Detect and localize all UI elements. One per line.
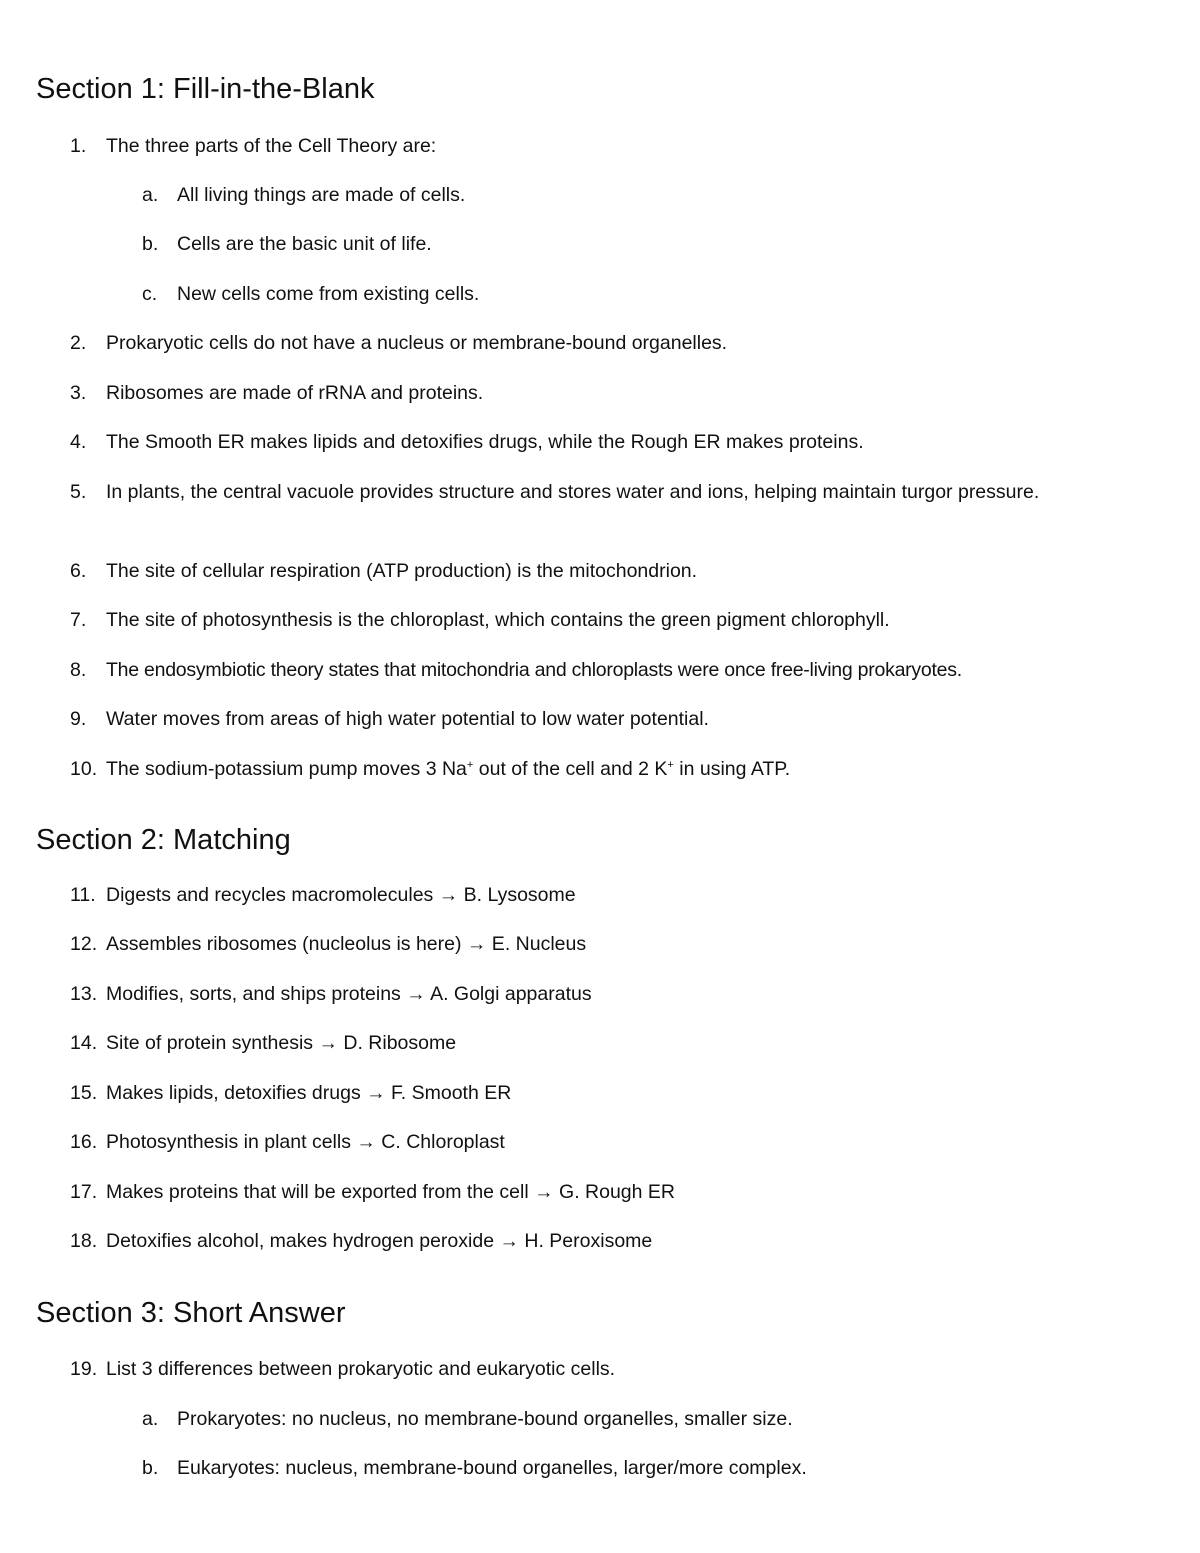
item-text: Prokaryotes: no nucleus, no membrane-bound organelles, smaller size. [177, 1408, 793, 1430]
item-text: The site of photosynthesis is the chloroplast, which contains the green pigment chlorophyll. [106, 609, 890, 631]
question-14 [70, 1029, 1150, 1058]
question-1 [70, 132, 1150, 161]
item-text: The endosymbiotic theory states that mitochondria and chloroplasts were once free-living prokaryotes. [106, 659, 962, 681]
question-19-answer-a [142, 1405, 1142, 1434]
item-text: Water moves from areas of high water potential to low water potential. [106, 708, 709, 730]
item-number: 3. [70, 382, 87, 404]
item-text: The site of cellular respiration (ATP production) is the mitochondrion. [106, 560, 698, 582]
item-text: Photosynthesis in plant cells → C. Chloroplast [106, 1131, 505, 1153]
item-text: All living things are made of cells. [177, 184, 466, 206]
item-letter: c. [142, 283, 158, 305]
item-number: 4. [70, 431, 87, 453]
item-letter: a. [142, 1408, 159, 1430]
question-18 [70, 1227, 1150, 1256]
item-number: 1. [70, 135, 87, 157]
item-letter: b. [142, 233, 159, 255]
item-text: Site of protein synthesis → D. Ribosome [106, 1032, 457, 1054]
item-number: 16. [70, 1131, 98, 1153]
question-10 [70, 755, 1150, 784]
item-number: 10. [70, 758, 98, 780]
item-text: The Smooth ER makes lipids and detoxifies drugs, while the Rough ER makes proteins. [106, 431, 864, 453]
item-number: 17. [70, 1181, 98, 1203]
item-number: 19. [70, 1358, 98, 1380]
section-2-heading: Section 2: Matching [36, 824, 291, 856]
item-text: The sodium-potassium pump moves 3 Na+ out of the cell and 2 K+ in using ATP. [106, 758, 791, 780]
item-text: Digests and recycles macromolecules → B. Lysosome [106, 884, 576, 906]
question-2 [70, 329, 1150, 358]
item-text: Modifies, sorts, and ships proteins → A. Golgi apparatus [106, 983, 592, 1005]
section-1-heading: Section 1: Fill-in-the-Blank [36, 73, 375, 105]
item-number: 6. [70, 560, 87, 582]
question-9 [70, 705, 1150, 734]
item-number: 7. [70, 609, 87, 631]
item-number: 14. [70, 1032, 98, 1054]
question-1-answer-a [142, 181, 1142, 210]
item-number: 18. [70, 1230, 98, 1252]
item-number: 2. [70, 332, 87, 354]
item-text: List 3 differences between prokaryotic and eukaryotic cells. [106, 1358, 616, 1380]
question-17 [70, 1178, 1150, 1207]
question-6 [70, 557, 1150, 586]
question-1-answer-c [142, 280, 1142, 309]
item-number: 11. [70, 884, 96, 906]
item-text: The three parts of the Cell Theory are: [106, 135, 437, 157]
item-text: Makes lipids, detoxifies drugs → F. Smooth ER [106, 1082, 512, 1104]
item-text: Cells are the basic unit of life. [177, 233, 432, 255]
question-19 [70, 1355, 1150, 1384]
question-7 [70, 606, 1150, 635]
question-13 [70, 980, 1150, 1009]
item-text: Ribosomes are made of rRNA and proteins. [106, 382, 484, 404]
item-number: 5. [70, 481, 87, 503]
item-text: Eukaryotes: nucleus, membrane-bound organelles, larger/more complex. [177, 1457, 807, 1479]
question-5 [70, 478, 1150, 507]
section-3-heading: Section 3: Short Answer [36, 1297, 346, 1329]
item-number: 9. [70, 708, 87, 730]
item-text: Detoxifies alcohol, makes hydrogen peroxide → H. Peroxisome [106, 1230, 653, 1252]
item-number: 15. [70, 1082, 98, 1104]
item-text: Makes proteins that will be exported from the cell → G. Rough ER [106, 1181, 676, 1203]
item-text: In plants, the central vacuole provides structure and stores water and ions, helping maintain turgor pressure. [106, 481, 1040, 503]
question-16 [70, 1128, 1150, 1157]
item-number: 12. [70, 933, 98, 955]
question-4 [70, 428, 1150, 457]
question-15 [70, 1079, 1150, 1108]
item-letter: a. [142, 184, 159, 206]
item-text: Assembles ribosomes (nucleolus is here) → E. Nucleus [106, 933, 587, 955]
item-number: 8. [70, 659, 87, 681]
question-1-answer-b [142, 230, 1142, 259]
item-text: Prokaryotic cells do not have a nucleus or membrane-bound organelles. [106, 332, 728, 354]
question-12 [70, 930, 1150, 959]
question-19-answer-b [142, 1454, 1142, 1483]
question-8 [70, 656, 1150, 685]
item-number: 13. [70, 983, 98, 1005]
item-letter: b. [142, 1457, 159, 1479]
question-3 [70, 379, 1150, 408]
item-text: New cells come from existing cells. [177, 283, 480, 305]
question-11 [70, 881, 1150, 910]
